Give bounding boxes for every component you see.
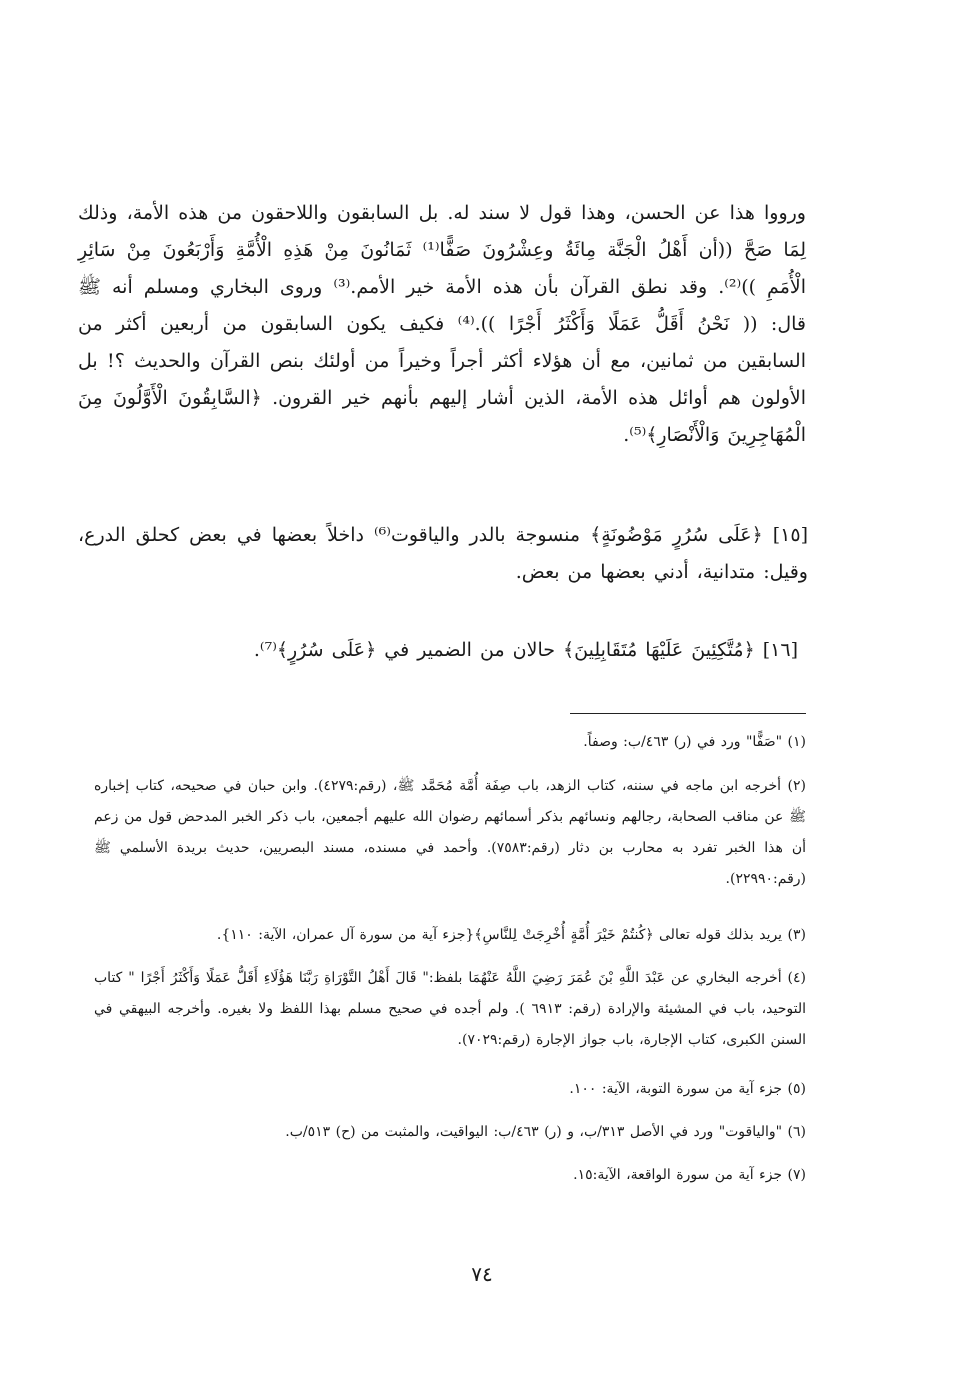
- footnote-3: (٣) يريد بذلك قوله تعالى ﴿كُنتُمْ خَيْرَ أُمَّةٍ أُخْرِجَتْ لِلنَّاسِ﴾{جزء آية من سورة آل عمران، الآية: ١١٠}.: [216, 927, 806, 943]
- page-number: ٧٤: [471, 1262, 493, 1286]
- footnote-6: (٦) "والياقوت" ورد في الأصل ٣١٣/ب، و (ر) ٤٦٣/ب: اليواقيت، والمثبت من (ح) ٥١٣/ب.: [285, 1124, 806, 1140]
- footnote-separator: [570, 713, 806, 714]
- body-paragraph-1: ورووا هذا عن الحسن، وهذا قول لا سند له. بل السابقون واللاحقون من هذه الأمة، وذلك لِمَا صَحَّ ((أن أَهْلُ الْجَنَّة مِائَةُ وعِشْرُونَ صَفًّا⁽¹⁾ ثَمَانُونَ مِنْ هَذِهِ الْأُمَّةِ وَأَرْبَعُونَ مِنْ سَائِرِ الْأُمَمِ ))⁽²⁾. وقد نطق القرآن بأن هذه الأمة خير الأمم.⁽³⁾ وروى البخاري ومسلم أنه ﷺ قال: (( نَحْنُ أَقَلُّ عَمَلًا وَأَكْثَرُ أَجْرًا )).⁽⁴⁾ فكيف يكون السابقون من أربعين أكثر من السابقين من ثمانين، مع أن هؤلاء أكثر أجراً وخيراً من أولئك بنص القرآن والحديث ؟! بل الأولون هم أوائل هذه الأمة، الذين أشار إليهم بأنهم خير القرون. ﴿السَّابِقُونَ الْأَوَّلُونَ مِنَ الْمُهَاجِرِينَ وَالْأَنْصَارِ﴾⁽⁵⁾.: [78, 202, 807, 446]
- body-paragraph-2: [١٥] ﴿عَلَى سُرُرٍ مَوْضُونَةٍ﴾ منسوجة بالدر والياقوت⁽⁶⁾ داخلاً بعضها في بعض كحلق الدرع، وقيل: متدانية، أدني بعضها من بعض.: [78, 524, 809, 583]
- body-paragraph-3: [١٦] ﴿مُتَّكِئِينَ عَلَيْهَا مُتَقَابِلِينَ﴾ حالان من الضمير في ﴿عَلَى سُرُرٍ﴾⁽⁷⁾.: [253, 639, 798, 661]
- footnote-1: (١) "صَفًّا" ورد في (ر) ٤٦٣/ب: وصفاً.: [583, 734, 806, 750]
- footnote-7: (٧) جزء آية من سورة الواقعة، الآية:١٥.: [573, 1167, 806, 1183]
- footnote-5: (٥) جزء آية من سورة التوبة، الآية: ١٠٠.: [569, 1081, 806, 1097]
- footnote-2: (٢) أخرجه ابن ماجه في سننه، كتاب الزهد، باب صِفَة أُمَّة مُحَمَّد ﷺ، (رقم:٤٢٧٩). وابن حبان في صحيحه، كتاب إخباره ﷺ عن مناقب الصحابة، رجالهم ونسائهم بذكر أسمائهم رضوان الله عليهم أجمعين، باب ذكر الخبر المدحض قول من زعم أن هذا الخبر تفرد به محارب بن دثار (رقم:٧٥٨٣). وأحمد في مسنده، مسند البصريين، حديث بريدة الأسلمي ﷺ (رقم:٢٢٩٩٠).: [94, 778, 807, 887]
- footnote-4: (٤) أخرجه البخاري عن عَبْدَ اللَّهِ بْنَ عُمَرَ رَضِيَ اللَّهُ عَنْهُمَا بلفظ:" قَالَ أَهْلُ التَّوْرَاةِ رَبَّنَا هَؤُلَاءِ أَقَلُّ عَمَلًا وَأَكْثَرُ أَجْرًا " كتاب التوحيد، باب في المشيئة والإرادة (رقم: ٦٩١٣ ). ولم أجده في صحيح مسلم بهذا اللفظ ولا بغيره. وأخرجه البيهقي في السنن الكبرى، كتاب الإجارة، باب جواز الإجارة (رقم:٧٠٢٩).: [94, 970, 807, 1048]
